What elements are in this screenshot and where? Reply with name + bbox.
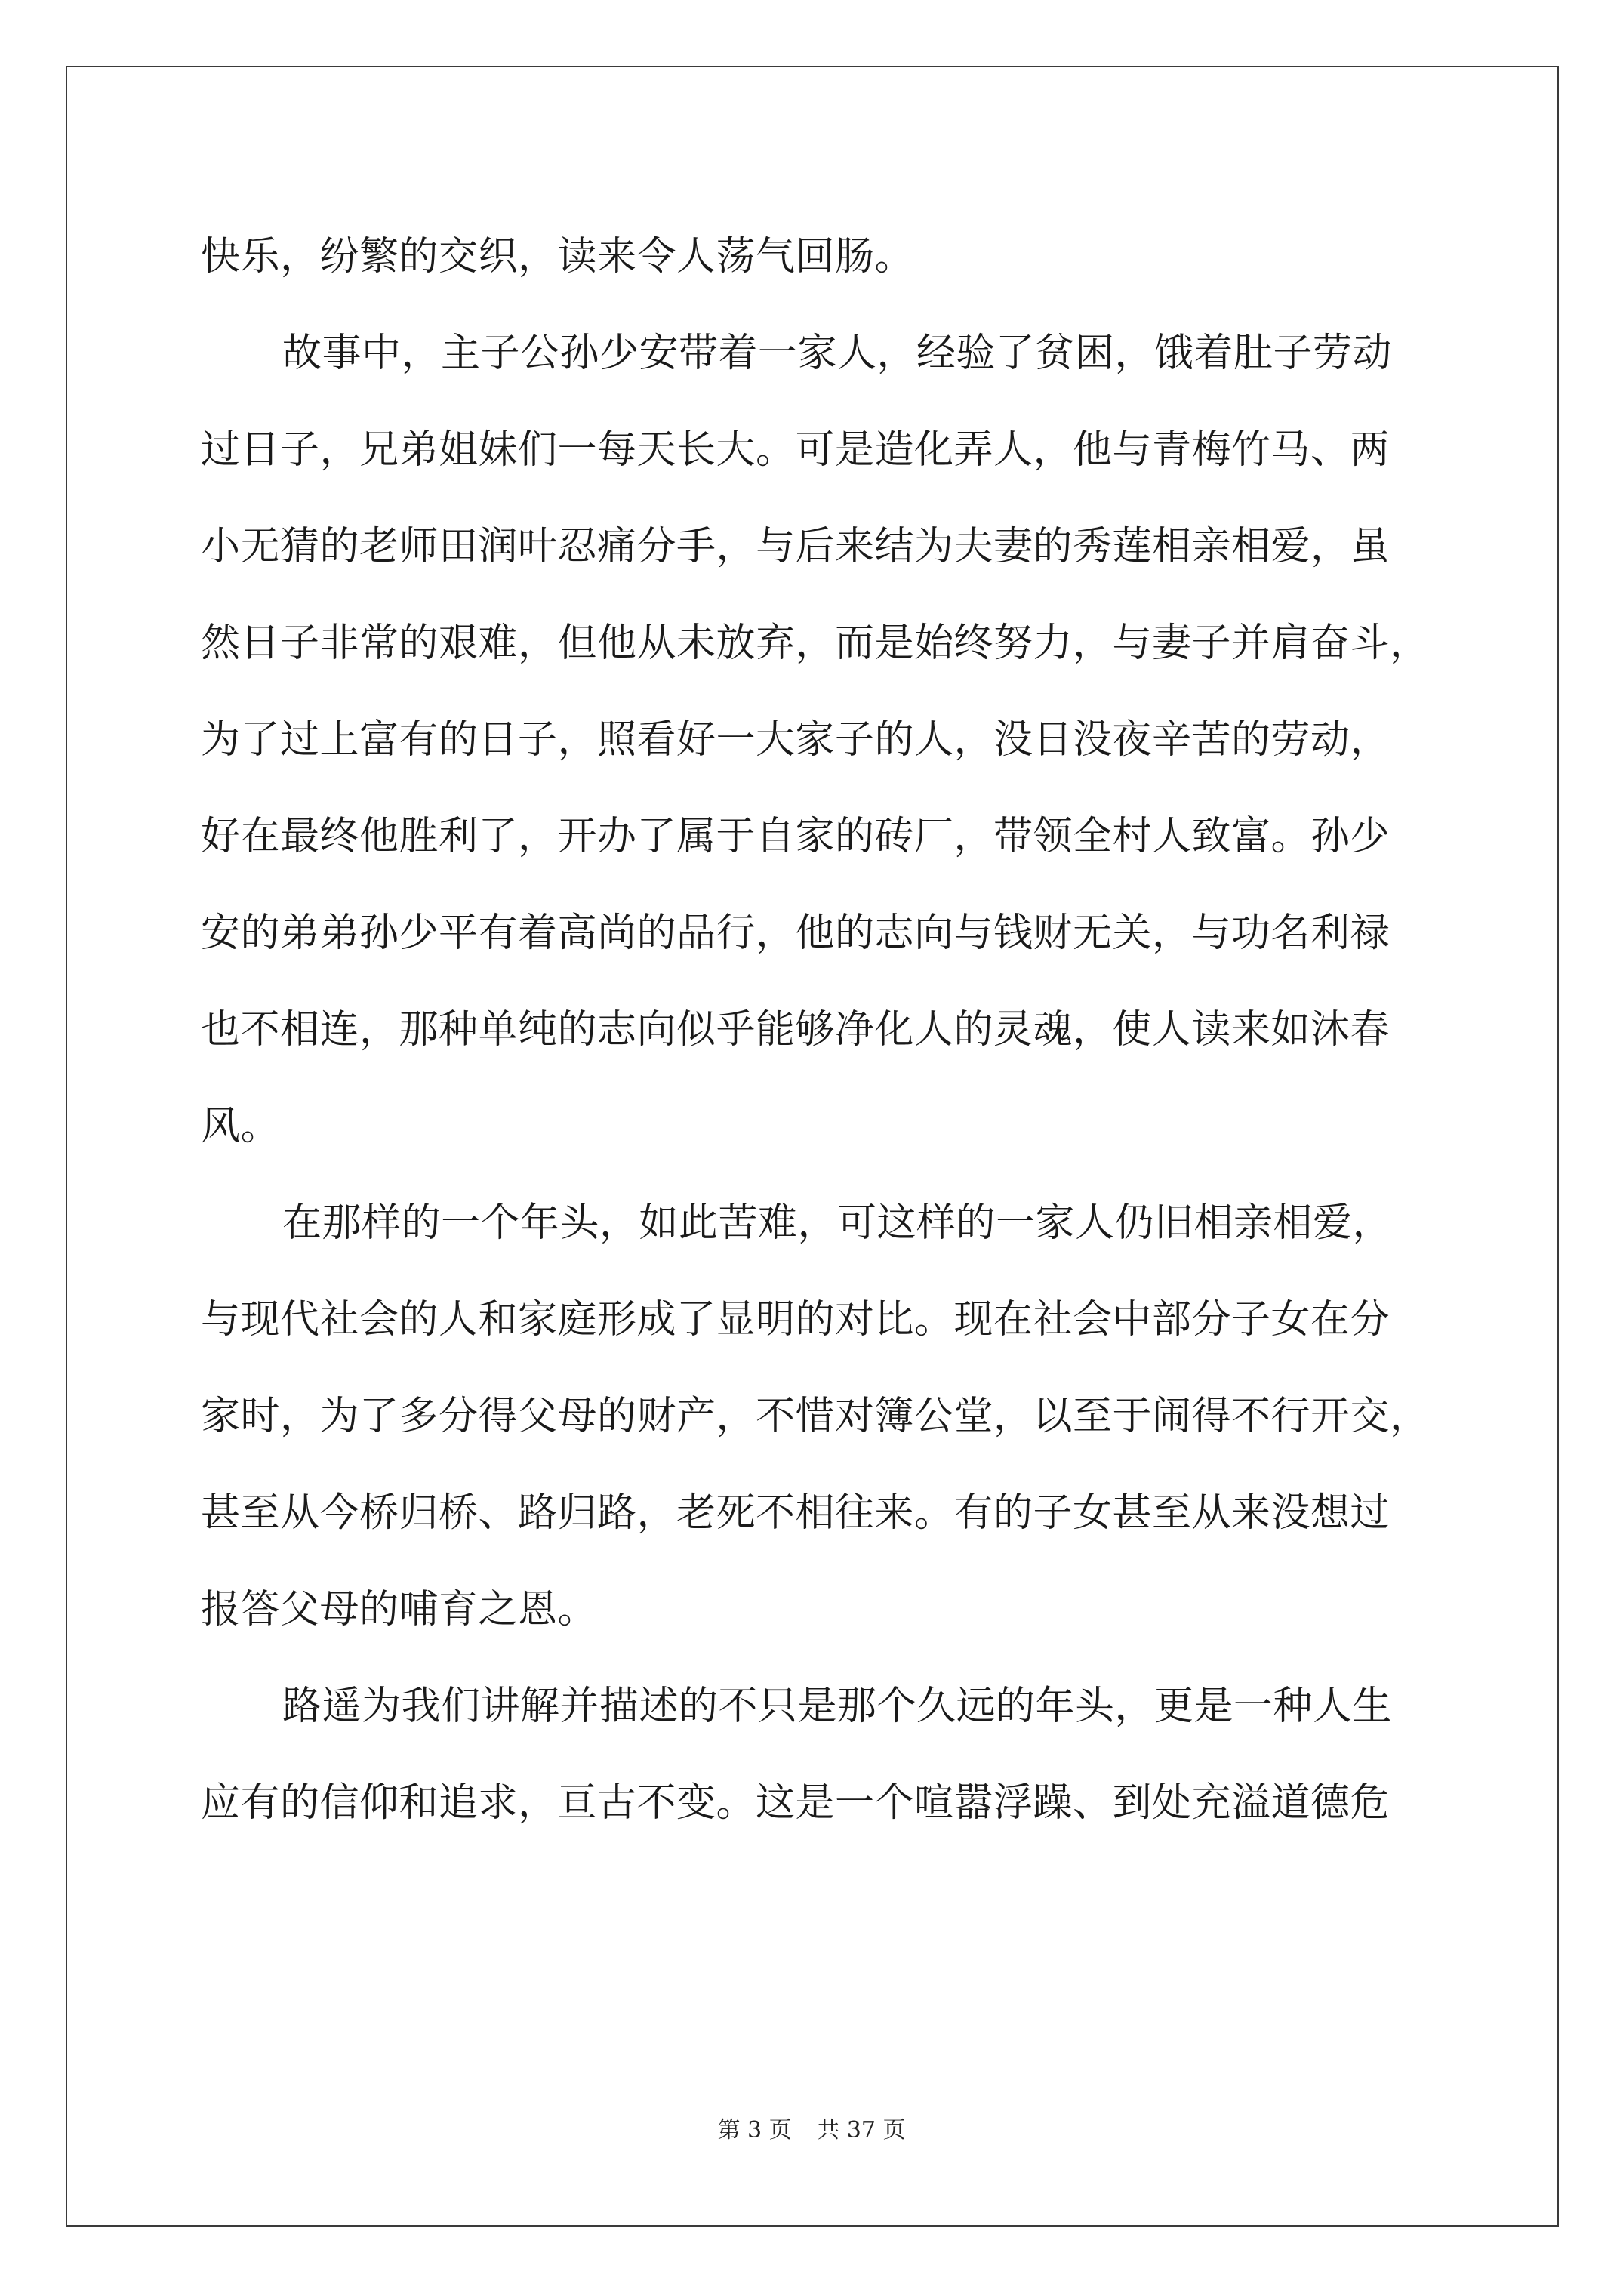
paragraph-line: 与现代社会的人和家庭形成了显明的对比。现在社会中部分子女在分 bbox=[201, 1297, 1390, 1342]
paragraph-line: 甚至从今桥归桥、路归路，老死不相往来。有的子女甚至从来没想过 bbox=[201, 1490, 1390, 1536]
paragraph-line: 小无猜的老师田润叶忍痛分手，与后来结为夫妻的秀莲相亲相爱，虽 bbox=[201, 524, 1390, 569]
paragraph-line: 风。 bbox=[201, 1104, 281, 1149]
page-total: 共 37 页 bbox=[817, 2117, 906, 2143]
paragraph-line: 家时，为了多分得父母的财产，不惜对簿公堂，以至于闹得不行开交， bbox=[201, 1394, 1430, 1439]
paragraph-line: 过日子，兄弟姐妹们一每天长大。可是造化弄人，他与青梅竹马、两 bbox=[201, 427, 1390, 473]
paragraph-line: 安的弟弟孙少平有着高尚的品行，他的志向与钱财无关，与功名利禄 bbox=[201, 911, 1390, 956]
paragraph-line: 路遥为我们讲解并描述的不只是那个久远的年头，更是一种人生 bbox=[282, 1684, 1393, 1729]
paragraph-line: 也不相连，那种单纯的志向似乎能够净化人的灵魂，使人读来如沐春 bbox=[201, 1007, 1390, 1052]
paragraph-line: 在那样的一个年头，如此苦难，可这样的一家人仍旧相亲相爱， bbox=[282, 1200, 1393, 1246]
paragraph-line: 应有的信仰和追求，亘古不变。这是一个喧嚣浮躁、到处充溢道德危 bbox=[201, 1780, 1390, 1826]
paragraph-line: 快乐，纷繁的交织，读来令人荡气回肠。 bbox=[201, 234, 915, 279]
page-number: 第 3 页 bbox=[717, 2117, 792, 2143]
document-body bbox=[201, 208, 1439, 1851]
paragraph-line: 报答父母的哺育之恩。 bbox=[201, 1587, 598, 1632]
page-footer bbox=[0, 2111, 1623, 2144]
paragraph-line: 好在最终他胜利了，开办了属于自家的砖厂，带领全村人致富。孙少 bbox=[201, 814, 1390, 859]
paragraph-line: 然日子非常的艰难，但他从未放弃，而是始终努力，与妻子并肩奋斗， bbox=[201, 621, 1430, 666]
paragraph-line: 为了过上富有的日子，照看好一大家子的人，没日没夜辛苦的劳动， bbox=[201, 717, 1390, 763]
paragraph-line: 故事中，主子公孙少安带着一家人，经验了贫困，饿着肚子劳动 bbox=[282, 331, 1393, 376]
